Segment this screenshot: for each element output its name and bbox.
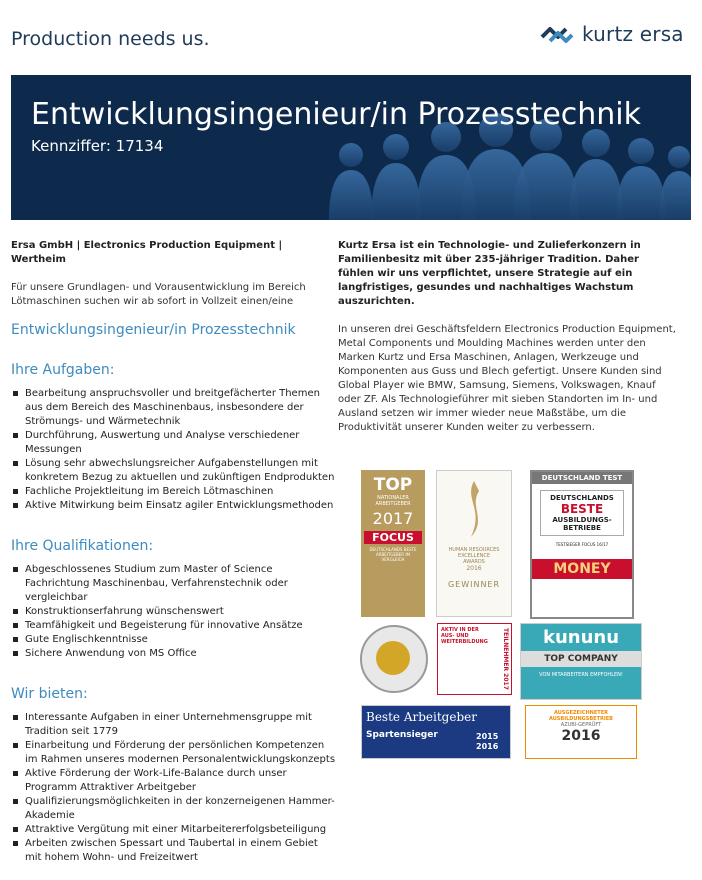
azubi-line1: AUSGEZEICHNETER bbox=[554, 710, 608, 716]
company-logo bbox=[540, 22, 684, 46]
award-beste-arbeitgeber bbox=[361, 705, 511, 759]
list-item: Qualifizierungsmöglichkeiten in der konzerneigenen Hammer-Akademie bbox=[11, 795, 337, 823]
intro-text: Für unsere Grundlagen- und Vorausentwicklung im Bereich Lötmaschinen suchen wir ab sofort in Vollzeit einen/eine bbox=[11, 282, 306, 307]
beste-sub: Spartensieger bbox=[366, 730, 438, 740]
reference-number: Kennziffer: 17134 bbox=[31, 137, 164, 155]
focus-brand-text: FOCUS bbox=[364, 531, 422, 544]
focus-top-text: TOP bbox=[373, 475, 413, 495]
azubi-year: 2016 bbox=[561, 728, 601, 744]
tasks-list bbox=[11, 387, 337, 513]
beste-years: 2015 2016 bbox=[476, 732, 499, 751]
company-description: In unseren drei Geschäftsfeldern Electronics Production Equipment, Metal Components und Moulding Machines werden unter den Marken Kurtz und Ersa Maschinen, Anlagen, Werkzeuge und Komponenten aus Guss und Blech gefertigt. Unsere Kunden sind Global Player wie BMW, Samsung, Siemens, Volkswagen, Knauf oder ZF. Als Technologieführer mit sieben Standorten im In- und Ausland setzen wir immer wieder neue Maßstäbe, um die Produktivität unserer Kunden weiter zu verbessern. bbox=[338, 324, 676, 433]
tasks-heading: Ihre Aufgaben: bbox=[11, 362, 115, 378]
award-kununu bbox=[520, 623, 642, 700]
list-item: Einarbeitung und Förderung der persönlichen Kompetenzen im Rahmen unseres modernen Personalentwicklungskonzepts bbox=[11, 739, 337, 767]
list-item: Konstruktionserfahrung wünschenswert bbox=[11, 605, 337, 619]
focus-small-text: DEUTSCHLANDS BESTE ARBEITGEBER IM VERGLEICH bbox=[369, 547, 417, 562]
left-column bbox=[11, 239, 337, 865]
kununu-name: kununu bbox=[542, 627, 620, 648]
list-item: Durchführung, Auswertung und Analyse verschiedener Messungen bbox=[11, 429, 337, 457]
award-focus-top-employer bbox=[361, 470, 425, 617]
hr-line2: EXCELLENCE bbox=[458, 553, 490, 559]
list-item: Abgeschlossenes Studium zum Master of Science Fachrichtung Maschinenbau, Verfahrenstechnik oder vergleichbar bbox=[11, 563, 337, 605]
list-item: Interessante Aufgaben in einer Unternehmensgruppe mit Tradition seit 1779 bbox=[11, 711, 337, 739]
list-item: Lösung sehr abwechslungsreicher Aufgabenstellungen mit konkretem Bezug zu aktuellen und zukünftigen Endprodukten bbox=[11, 457, 337, 485]
award-azubi bbox=[525, 705, 637, 759]
azubi-line2: AUSBILDUNGSBETRIEB bbox=[549, 716, 613, 722]
awards-grid bbox=[360, 440, 660, 770]
kununu-badge: TOP COMPANY bbox=[521, 651, 641, 667]
beste-title: Beste Arbeitgeber bbox=[366, 710, 477, 724]
hr-line1: HUMAN RESOURCES bbox=[448, 547, 500, 553]
hr-winner: GEWINNER bbox=[447, 580, 501, 589]
hr-line3: AWARDS bbox=[463, 559, 485, 565]
list-item: Aktive Förderung der Work-Life-Balance durch unser Programm Attraktiver Arbeitgeber bbox=[11, 767, 337, 795]
test-title: DEUTSCHLAND TEST bbox=[532, 472, 632, 484]
logo-mark-icon bbox=[540, 23, 574, 45]
offers-list bbox=[11, 711, 337, 865]
list-item: Sichere Anwendung von MS Office bbox=[11, 647, 337, 661]
right-column bbox=[338, 239, 678, 435]
tagline: Production needs us. bbox=[11, 28, 210, 50]
list-item: Bearbeitung anspruchsvoller und breitgefächerter Themen aus dem Bereich des Maschinenbaus, insbesondere der Strömungs- und Wärmetechnik bbox=[11, 387, 337, 429]
test-line2: BESTE bbox=[560, 502, 604, 516]
hr-year: 2016 bbox=[466, 565, 482, 572]
list-item: Gute Englischkenntnisse bbox=[11, 633, 337, 647]
list-item: Fachliche Projektleitung im Bereich Lötmaschinen bbox=[11, 485, 337, 499]
company-lead-text: Kurtz Ersa ist ein Technologie- und Zulieferkonzern in Familienbesitz mit über 235-jähriger Tradition. Daher fühlen wir uns verpflichtet, unsere Strategie auf ein langfristiges, gesundes und nachhaltiges Wachstum auszurichten. bbox=[338, 240, 641, 307]
test-small: TESTSIEGER FOCUS 16/17 bbox=[555, 542, 609, 547]
award-hr-excellence bbox=[436, 470, 512, 617]
award-deutschland-test bbox=[530, 470, 634, 619]
list-item: Aktive Mitwirkung beim Einsatz agiler Entwicklungsmethoden bbox=[11, 499, 337, 513]
focus-sub-text: NATIONALER ARBEITGEBER bbox=[375, 495, 411, 507]
job-title-subheading: Entwicklungsingenieur/in Prozesstechnik bbox=[11, 322, 296, 338]
ihk-text: AKTIV IN DER AUS- UND WEITERBILDUNG bbox=[441, 627, 488, 645]
test-line3: AUSBILDUNGS- bbox=[552, 516, 612, 524]
list-item: Attraktive Vergütung mit einer Mitarbeitererfolgsbeteiligung bbox=[11, 823, 337, 837]
qualifications-heading: Ihre Qualifikationen: bbox=[11, 538, 154, 554]
flame-icon bbox=[459, 479, 489, 539]
test-money: MONEY bbox=[532, 559, 632, 579]
award-ihk bbox=[437, 623, 512, 695]
list-item: Teamfähigkeit und Begeisterung für innovative Ansätze bbox=[11, 619, 337, 633]
offers-heading: Wir bieten: bbox=[11, 686, 88, 702]
ihk-side: TEILNEHMER 2017 bbox=[502, 628, 509, 690]
award-seal bbox=[360, 625, 428, 693]
test-line4: BETRIEBE bbox=[563, 524, 601, 532]
azubi-line3: AZUBI-GEPRÜFT bbox=[560, 722, 602, 728]
list-item: Arbeiten zwischen Spessart und Taubertal in einem Gebiet mit hohem Wohn- und Freizeitwert bbox=[11, 837, 337, 865]
kununu-foot: VON MITARBEITERN EMPFOHLEN! bbox=[539, 672, 623, 678]
qualifications-list bbox=[11, 563, 337, 661]
hero-banner bbox=[11, 75, 691, 220]
test-line1: DEUTSCHLANDS bbox=[550, 494, 614, 502]
job-title-heading: Entwicklungsingenieur/in Prozesstechnik bbox=[31, 97, 642, 132]
logo-text: kurtz ersa bbox=[582, 22, 684, 46]
focus-year-text: 2017 bbox=[372, 509, 414, 528]
company-line: Ersa GmbH | Electronics Production Equipment | Wertheim bbox=[11, 240, 283, 265]
